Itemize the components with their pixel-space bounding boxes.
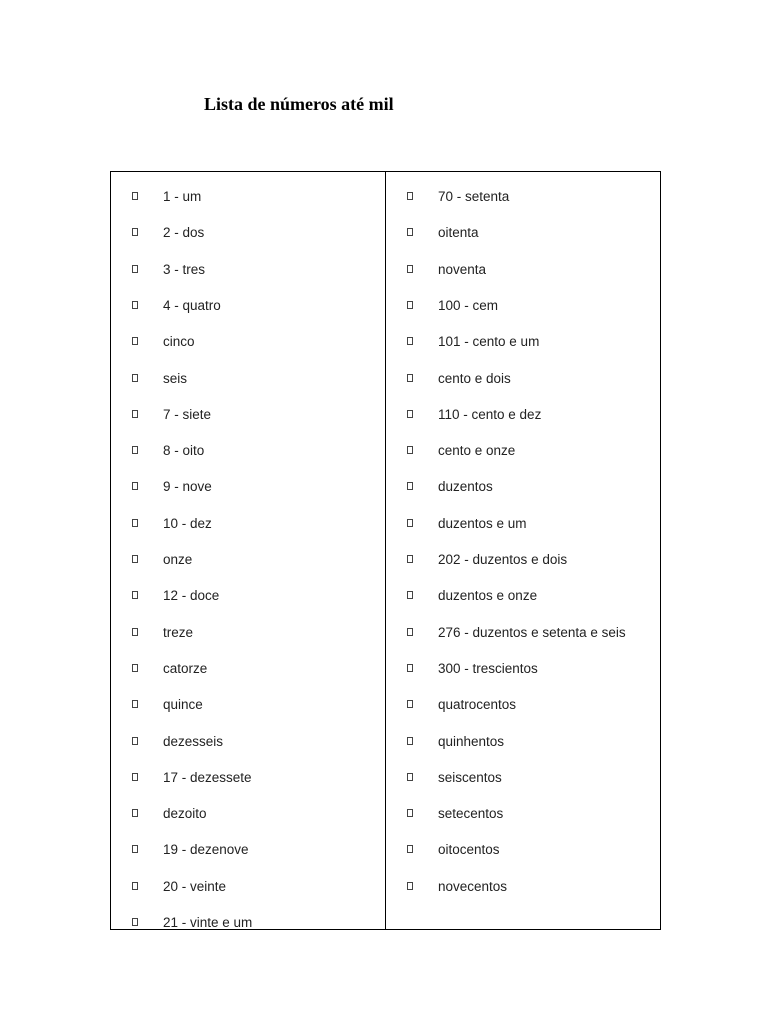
list-item [386,187,660,207]
list-item-label: 1 - um [163,189,202,204]
list-item [111,405,385,425]
list-item-label: 9 - nove [163,479,212,495]
list-item-label: duzentos e onze [438,588,538,604]
checkbox-empty-icon [407,809,413,817]
checkbox-empty-icon [132,918,138,926]
list-item-label: quince [163,697,203,713]
checkbox-empty-icon [407,737,413,745]
list-item [386,768,660,788]
checkbox-empty-icon [132,700,138,708]
list-item-label: treze [163,624,194,640]
list-item-label: 10 - dez [163,515,212,531]
checkbox-empty-icon [132,265,138,273]
list-item-label: duzentos [438,479,493,495]
list-item-label: novecentos [438,878,508,894]
list-item [111,296,385,316]
checkbox-empty-icon [407,228,413,236]
list-item-label: 276 - duzentos e setenta e seis [438,624,626,640]
list-item [386,369,660,389]
list-item [386,332,660,352]
list-item [111,550,385,570]
list-item [111,441,385,461]
checkbox-empty-icon [407,301,413,309]
left-column [111,172,385,929]
list-item [386,223,660,243]
checkbox-empty-icon [132,374,138,382]
list-item-label: duzentos e um [438,515,527,531]
checkbox-empty-icon [132,337,138,345]
checkbox-empty-icon [132,664,138,672]
checkbox-empty-icon [132,446,138,454]
list-item [111,223,385,243]
list-item-label: quatrocentos [438,697,517,713]
list-item-label: 17 - dezessete [163,769,252,785]
list-item [111,695,385,715]
list-item [386,514,660,534]
list-item [386,441,660,461]
checkbox-empty-icon [407,882,413,890]
list-item-label: dezesseis [163,733,224,749]
list-item-label: 110 - cento e dez [438,406,542,422]
page-title: Lista de números até mil [204,94,394,114]
list-item [111,514,385,534]
list-item-label: 70 - setenta [438,189,510,204]
list-item [111,768,385,788]
checkbox-empty-icon [407,410,413,418]
list-item-label: 19 - dezenove [163,842,249,858]
list-item [111,804,385,824]
list-item [111,260,385,280]
list-item-label: 12 - doce [163,588,220,604]
list-item [386,804,660,824]
list-item-label: dezoito [163,806,207,822]
list-item-label: 2 - dos [163,225,205,241]
checkbox-empty-icon [132,482,138,490]
checkbox-empty-icon [407,591,413,599]
checkbox-empty-icon [132,773,138,781]
checkbox-empty-icon [407,265,413,273]
checkbox-empty-icon [407,446,413,454]
list-item-label: quinhentos [438,733,505,749]
checkbox-empty-icon [132,228,138,236]
list-item-label: 8 - oito [163,443,205,459]
list-item-label: cinco [163,334,195,350]
list-item [111,477,385,497]
checkbox-empty-icon [407,664,413,672]
checkbox-empty-icon [407,628,413,636]
list-item [111,732,385,752]
list-item-label: seiscentos [438,769,502,785]
list-item [111,877,385,897]
list-item [111,659,385,679]
checkbox-empty-icon [132,882,138,890]
checkbox-empty-icon [407,337,413,345]
list-item-label: cento e onze [438,443,516,459]
list-item [111,369,385,389]
list-item-label: oitenta [438,225,479,241]
list-item-label: setecentos [438,806,504,822]
list-item-label: 21 - vinte e um [163,915,253,930]
checkbox-empty-icon [407,482,413,490]
checkbox-empty-icon [407,374,413,382]
list-item [386,877,660,897]
checkbox-empty-icon [407,773,413,781]
list-item [111,332,385,352]
list-item-label: 100 - cem [438,297,499,313]
list-item [386,623,660,643]
checkbox-empty-icon [132,845,138,853]
list-item [386,659,660,679]
list-item [111,623,385,643]
checkbox-empty-icon [132,737,138,745]
number-list-table [110,171,661,930]
list-item-label: 7 - siete [163,406,212,422]
checkbox-empty-icon [132,628,138,636]
checkbox-empty-icon [407,519,413,527]
list-item-label: 3 - tres [163,261,206,277]
checkbox-empty-icon [132,519,138,527]
list-item-label: 20 - veinte [163,878,227,894]
list-item [111,586,385,606]
checkbox-empty-icon [407,845,413,853]
list-item [111,913,385,933]
list-item [111,187,385,207]
right-column [386,172,660,929]
list-item [386,405,660,425]
list-item-label: 300 - trescientos [438,660,538,676]
checkbox-empty-icon [132,591,138,599]
list-item-label: catorze [163,660,208,676]
list-item [386,840,660,860]
list-item [386,477,660,497]
list-item-label: 202 - duzentos e dois [438,552,568,567]
list-item-label: 4 - quatro [163,297,221,313]
checkbox-empty-icon [132,410,138,418]
list-item-label: seis [163,370,188,386]
list-item [386,550,660,570]
checkbox-empty-icon [407,555,413,563]
checkbox-empty-icon [132,192,138,200]
list-item-label: cento e dois [438,370,511,386]
list-item [386,586,660,606]
list-item-label: oitocentos [438,842,500,858]
list-item [386,695,660,715]
list-item [386,732,660,752]
list-item [386,260,660,280]
list-item [111,840,385,860]
checkbox-empty-icon [407,192,413,200]
list-item-label: noventa [438,261,487,277]
checkbox-empty-icon [132,809,138,817]
list-item-label: onze [163,552,193,567]
checkbox-empty-icon [132,301,138,309]
list-item [386,296,660,316]
list-item-label: 101 - cento e um [438,334,540,350]
checkbox-empty-icon [132,555,138,563]
checkbox-empty-icon [407,700,413,708]
